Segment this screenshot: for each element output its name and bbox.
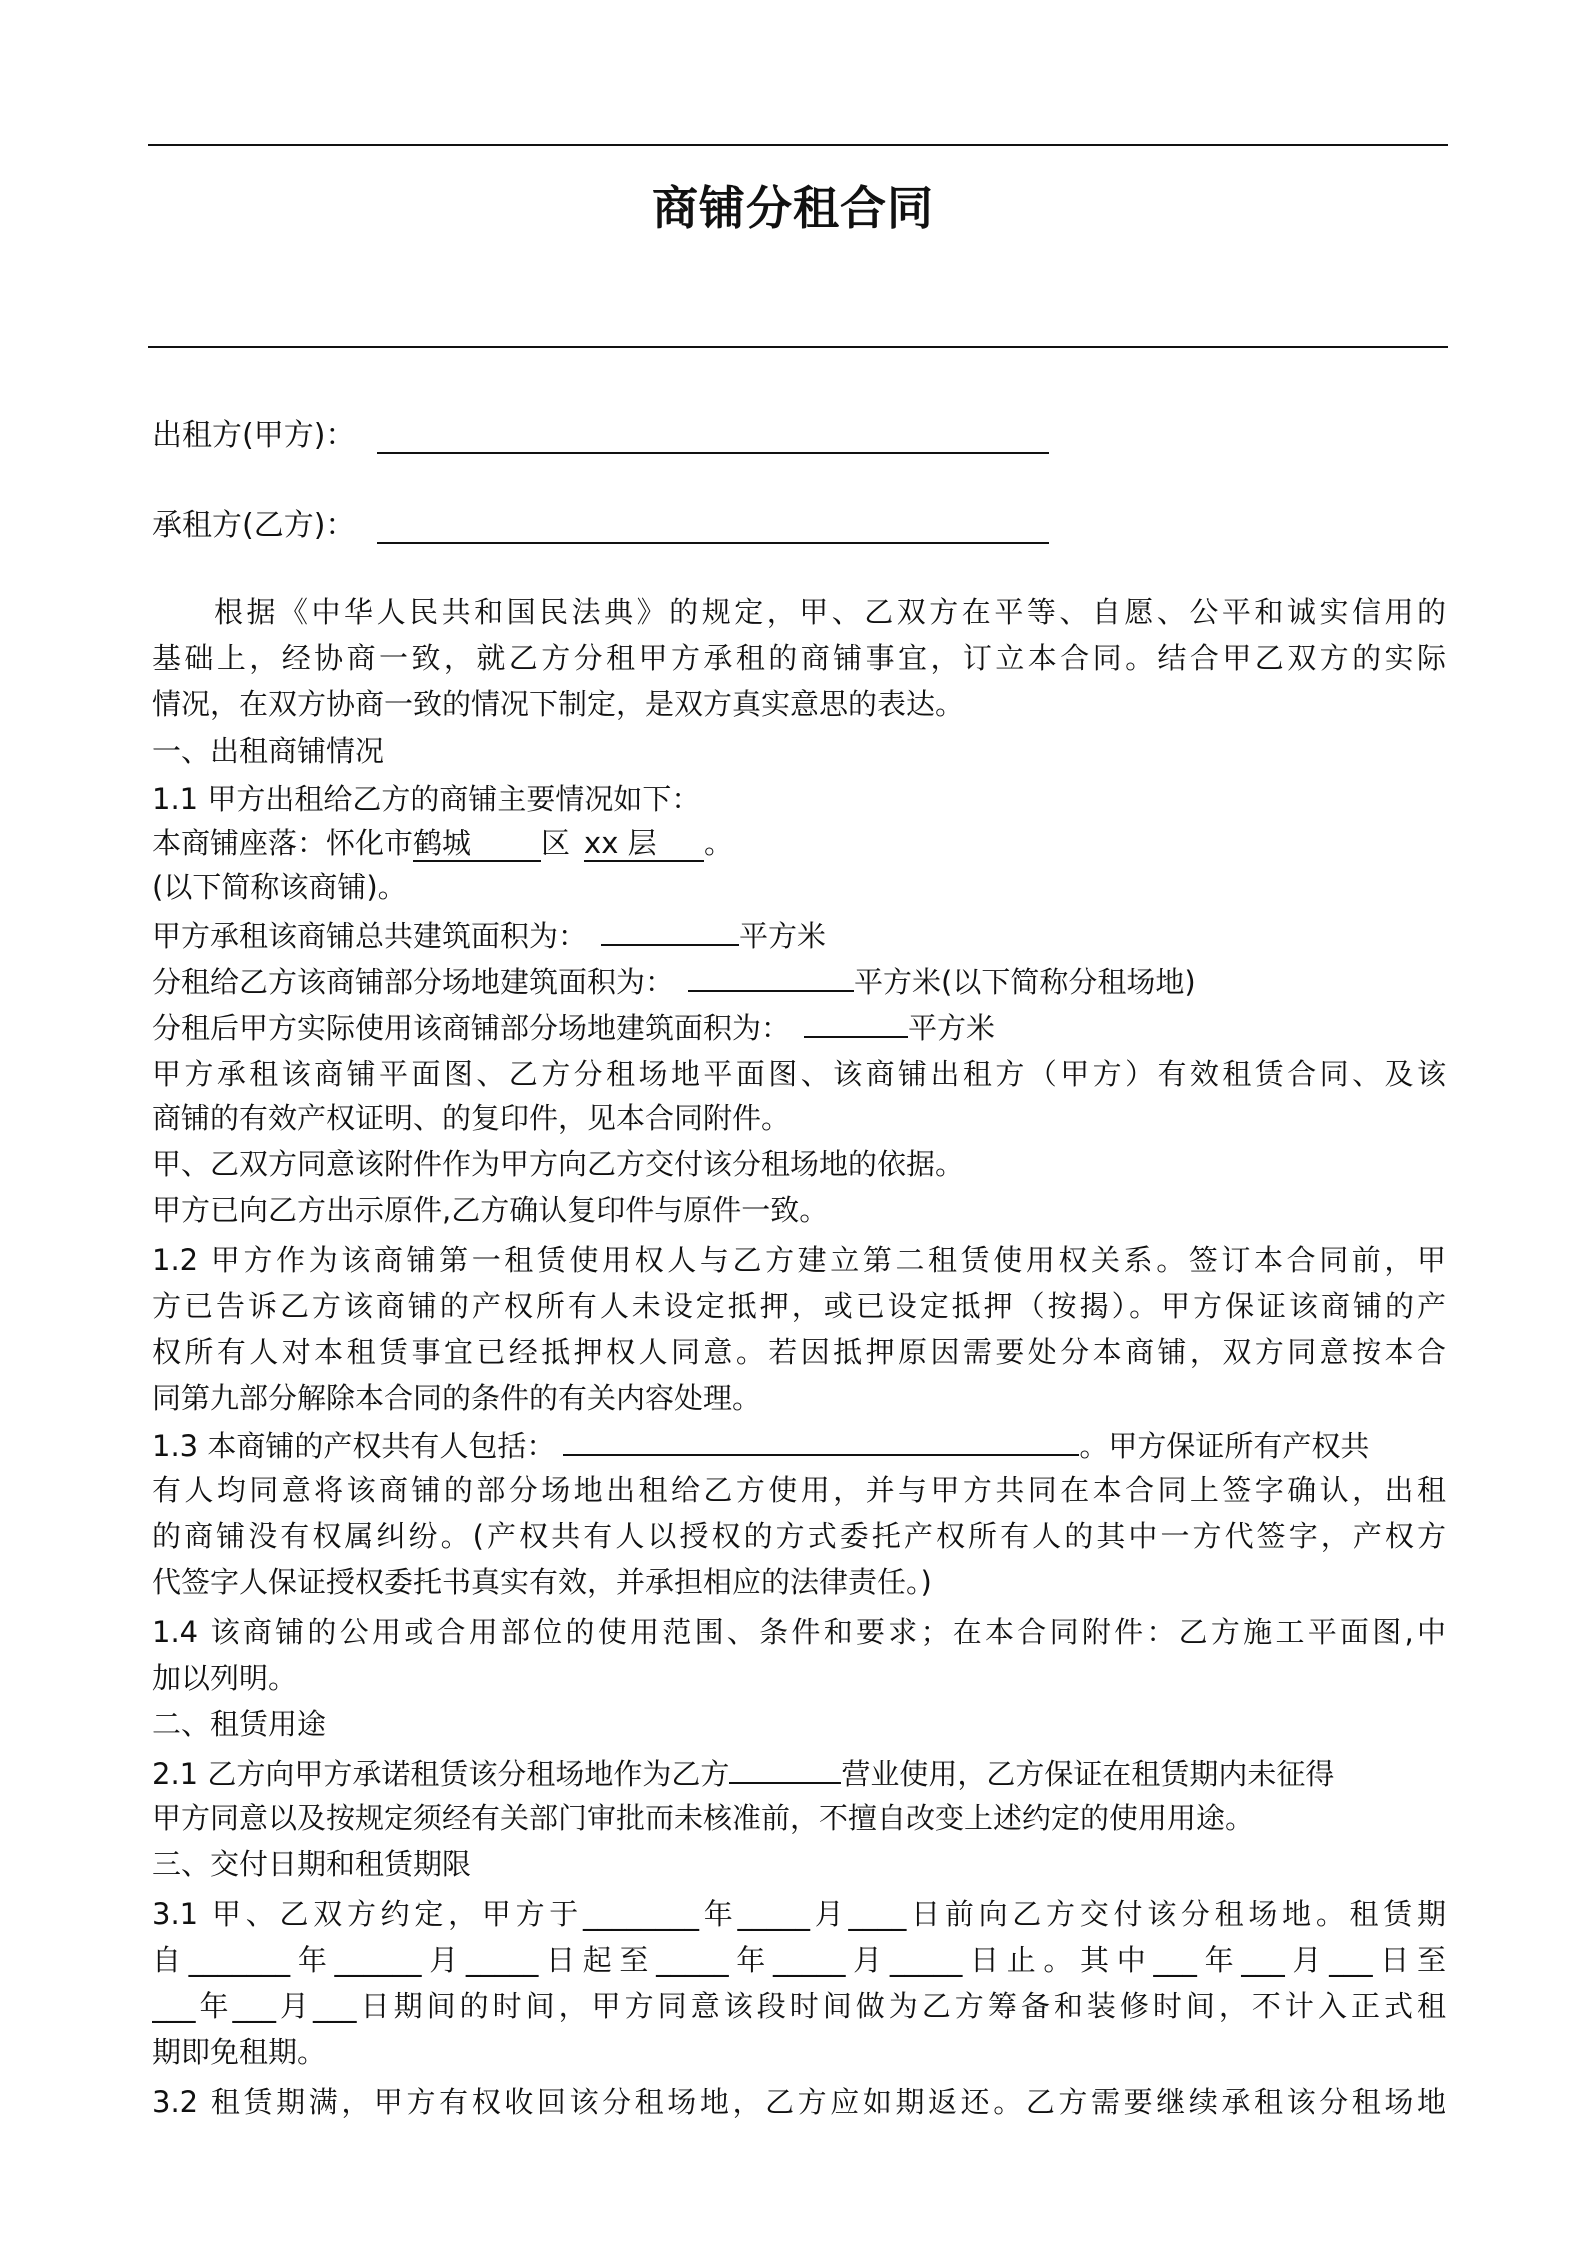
clause-1-2-line: 方已告诉乙方该商铺的产权所有人未设定抵押，或已设定抵押（按揭）。甲方保证该商铺的产 bbox=[152, 1289, 1446, 1323]
section-heading: 二、租赁用途 bbox=[152, 1707, 327, 1741]
area-remain-line: 分租后甲方实际使用该商铺部分场地建筑面积为： 平方米 bbox=[152, 1004, 1446, 1047]
title-underline bbox=[148, 346, 1448, 348]
clause-1-3-line: 有人均同意将该商铺的部分场地出租给乙方使用，并与甲方共同在本合同上签字确认，出租 bbox=[152, 1473, 1446, 1507]
clause-1-3-head: 1.3 本商铺的产权共有人包括： 。甲方保证所有产权共 bbox=[152, 1422, 1446, 1465]
party-a-blank[interactable] bbox=[377, 418, 1049, 454]
clause-2-1-head: 2.1 乙方向甲方承诺租赁该分租场地作为乙方 营业使用，乙方保证在租赁期内未征得 bbox=[152, 1750, 1446, 1793]
top-rule bbox=[148, 144, 1448, 146]
clause-1-1: 1.1 甲方出租给乙方的商铺主要情况如下： bbox=[152, 782, 701, 816]
clause-3-1-line: 3.1 甲、乙双方约定，甲方于________年_____月____日前向乙方交付该分租场地。租赁期 bbox=[152, 1897, 1446, 1931]
agreement-line: 甲、乙双方同意该附件作为甲方向乙方交付该分租场地的依据。 bbox=[152, 1147, 965, 1181]
party-b-label: 承租方(乙方)： bbox=[152, 508, 356, 543]
intro-line: 根据《中华人民共和国民法典》的规定，甲、乙双方在平等、自愿、公平和诚实信用的 bbox=[214, 595, 1446, 629]
clause-1-2-line: 权所有人对本租赁事宜已经抵押权人同意。若因抵押原因需要处分本商铺，双方同意按本合 bbox=[152, 1335, 1446, 1369]
clause-3-1-line: ___年___月___日期间的时间，甲方同意该段时间做为乙方筹备和装修时间，不计入正式租 bbox=[152, 1989, 1446, 2023]
clause-1-2-line: 同第九部分解除本合同的条件的有关内容处理。 bbox=[152, 1381, 762, 1415]
area-sublet-line: 分租给乙方该商铺部分场地建筑面积为： 平方米(以下简称分租场地) bbox=[152, 958, 1446, 1001]
location-line: 本商铺座落：怀化市鹤城 区 xx 层 。 bbox=[152, 826, 734, 860]
original-shown-line: 甲方已向乙方出示原件,乙方确认复印件与原件一致。 bbox=[152, 1193, 829, 1227]
co-owner-field[interactable] bbox=[563, 1422, 1079, 1456]
clause-1-4-line: 加以列明。 bbox=[152, 1661, 298, 1695]
party-a-label: 出租方(甲方)： bbox=[152, 418, 356, 453]
section-heading: 一、出租商铺情况 bbox=[152, 734, 385, 768]
party-a-line bbox=[152, 410, 1049, 454]
clause-1-3-line: 的商铺没有权属纠纷。(产权共有人以授权的方式委托产权所有人的其中一方代签字，产权方 bbox=[152, 1519, 1446, 1553]
party-b-blank[interactable] bbox=[377, 508, 1049, 544]
area-remain-field[interactable] bbox=[804, 1004, 908, 1038]
party-b-line bbox=[152, 500, 1049, 544]
area-total-field[interactable] bbox=[601, 912, 739, 946]
clause-3-1-line: 期即免租期。 bbox=[152, 2035, 327, 2069]
area-sublet-field[interactable] bbox=[688, 958, 854, 992]
business-use-field[interactable] bbox=[729, 1750, 841, 1784]
floor-field[interactable]: xx 层 bbox=[584, 828, 704, 862]
district-field[interactable]: 鹤城 bbox=[413, 828, 541, 862]
clause-3-1-line: 自_______年______月_____日起至_____年_____月_____日止。其中___年___月___日至 bbox=[152, 1943, 1446, 1977]
area-total-line: 甲方承租该商铺总共建筑面积为： 平方米 bbox=[152, 912, 1446, 955]
clause-1-4-line: 1.4 该商铺的公用或合用部位的使用范围、条件和要求；在本合同附件：乙方施工平面图,中 bbox=[152, 1615, 1446, 1649]
document-title: 商铺分租合同 bbox=[652, 181, 934, 235]
intro-line: 情况，在双方协商一致的情况下制定，是双方真实意思的表达。 bbox=[152, 687, 965, 721]
attachment-line: 商铺的有效产权证明、的复印件，见本合同附件。 bbox=[152, 1101, 791, 1135]
attachment-line: 甲方承租该商铺平面图、乙方分租场地平面图、该商铺出租方（甲方）有效租赁合同、及该 bbox=[152, 1057, 1446, 1091]
clause-1-3-line: 代签字人保证授权委托书真实有效，并承担相应的法律责任。) bbox=[152, 1565, 932, 1599]
clause-2-1-line: 甲方同意以及按规定须经有关部门审批而未核准前，不擅自改变上述约定的使用用途。 bbox=[152, 1801, 1255, 1835]
abbreviation-note: (以下简称该商铺)。 bbox=[152, 870, 407, 904]
section-heading: 三、交付日期和租赁期限 bbox=[152, 1847, 472, 1881]
clause-1-2-line: 1.2 甲方作为该商铺第一租赁使用权人与乙方建立第二租赁使用权关系。签订本合同前，甲 bbox=[152, 1243, 1446, 1277]
intro-line: 基础上，经协商一致，就乙方分租甲方承租的商铺事宜，订立本合同。结合甲乙双方的实际 bbox=[152, 641, 1446, 675]
clause-3-2-line: 3.2 租赁期满，甲方有权收回该分租场地，乙方应如期返还。乙方需要继续承租该分租场地 bbox=[152, 2085, 1446, 2119]
